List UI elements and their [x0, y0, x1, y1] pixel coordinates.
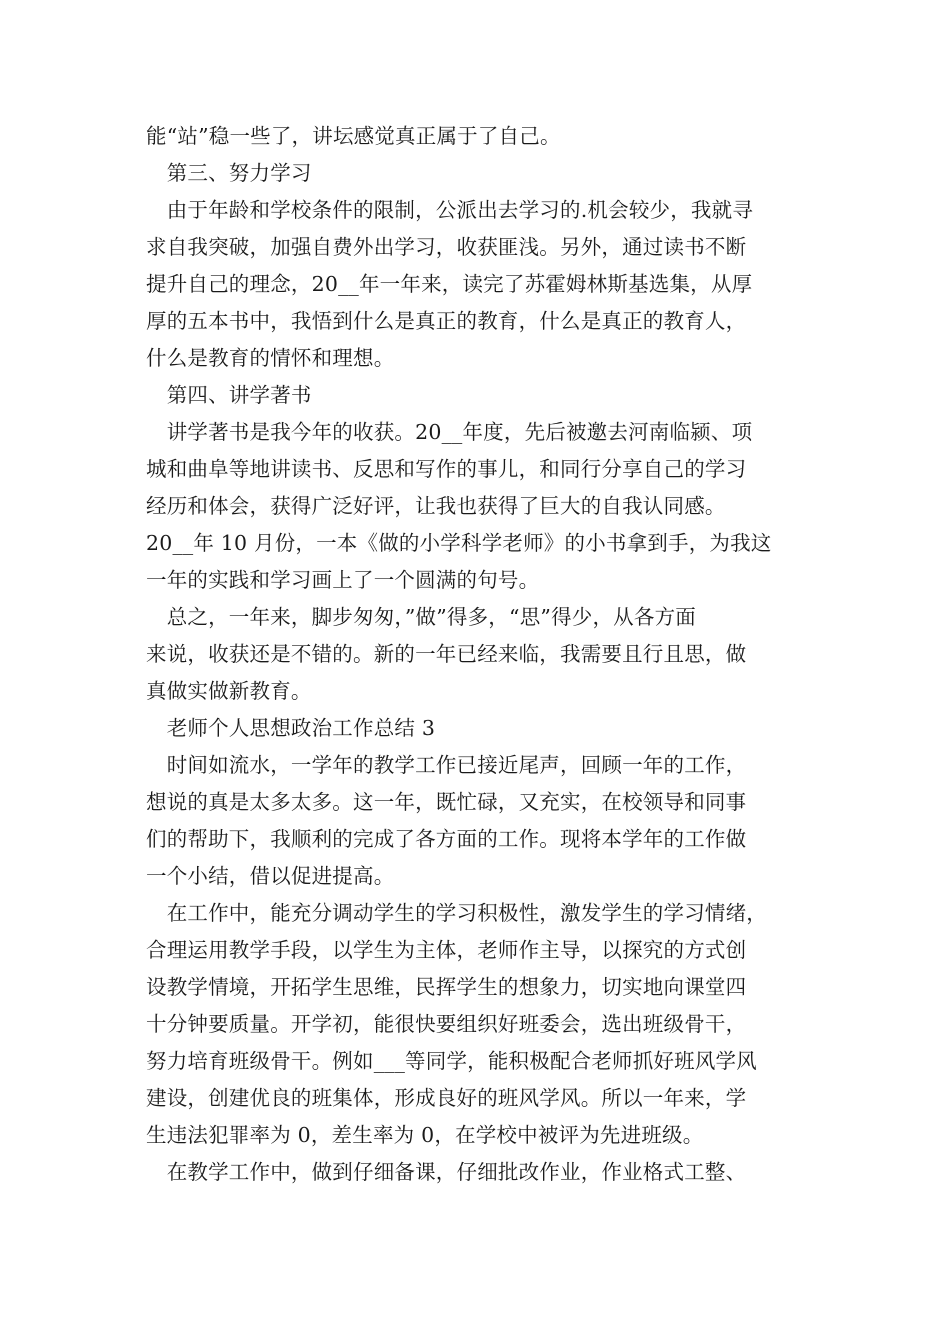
text-line: 们的帮助下，我顺利的完成了各方面的工作。现将本学年的工作做	[146, 827, 747, 851]
text-line: 厚的五本书中，我悟到什么是真正的教育，什么是真正的教育人，	[146, 309, 747, 333]
text-line: 在教学工作中，做到仔细备课，仔细批改作业，作业格式工整、	[146, 1160, 747, 1184]
text-line: 城和曲阜等地讲读书、反思和写作的事儿，和同行分享自己的学习	[146, 457, 747, 481]
text-line: 20__年 10 月份，一本《做的小学科学老师》的小书拿到手，为我这	[146, 531, 772, 555]
text-line: 总之，一年来，脚步匆匆，”做”得多，“思”得少，从各方面	[146, 605, 696, 629]
text-line: 十分钟要质量。开学初，能很快要组织好班委会，选出班级骨干，	[146, 1012, 747, 1036]
text-line: 什么是教育的情怀和理想。	[146, 346, 395, 370]
text-line: 生违法犯罪率为 0，差生率为 0，在学校中被评为先进班级。	[146, 1123, 704, 1147]
text-line: 在工作中，能充分调动学生的学习积极性，激发学生的学习情绪，	[146, 901, 767, 925]
text-line: 由于年龄和学校条件的限制，公派出去学习的.机会较少，我就寻	[146, 198, 754, 222]
text-line: 想说的真是太多太多。这一年，既忙碌，又充实，在校领导和同事	[146, 790, 747, 814]
text-line: 讲学著书是我今年的收获。20__年度，先后被邀去河南临颍、项	[146, 420, 753, 444]
text-line: 合理运用教学手段，以学生为主体，老师作主导，以探究的方式创	[146, 938, 747, 962]
text-line: 真做实做新教育。	[146, 679, 312, 703]
text-line: 提升自己的理念，20__年一年来，读完了苏霍姆林斯基选集，从厚	[146, 272, 753, 296]
section-title: 老师个人思想政治工作总结 3	[146, 716, 436, 740]
text-line: 来说，收获还是不错的。新的一年已经来临，我需要且行且思，做	[146, 642, 747, 666]
text-line: 求自我突破，加强自费外出学习，收获匪浅。另外，通过读书不断	[146, 235, 747, 259]
text-line: 建设，创建优良的班集体，形成良好的班风学风。所以一年来，学	[146, 1086, 747, 1110]
text-line: 一个小结，借以促进提高。	[146, 864, 395, 888]
text-line: 能“站”稳一些了，讲坛感觉真正属于了自己。	[146, 124, 561, 148]
text-line: 努力培育班级骨干。例如___等同学，能积极配合老师抓好班风学风	[146, 1049, 757, 1073]
text-line: 经历和体会，获得广泛好评，让我也获得了巨大的自我认同感。	[146, 494, 726, 518]
text-line: 设教学情境，开拓学生思维，民挥学生的想象力，切实地向课堂四	[146, 975, 747, 999]
section-heading: 第三、努力学习	[146, 161, 312, 185]
text-line: 一年的实践和学习画上了一个圆满的句号。	[146, 568, 540, 592]
section-heading: 第四、讲学著书	[146, 383, 312, 407]
text-line: 时间如流水，一学年的教学工作已接近尾声，回顾一年的工作，	[146, 753, 747, 777]
